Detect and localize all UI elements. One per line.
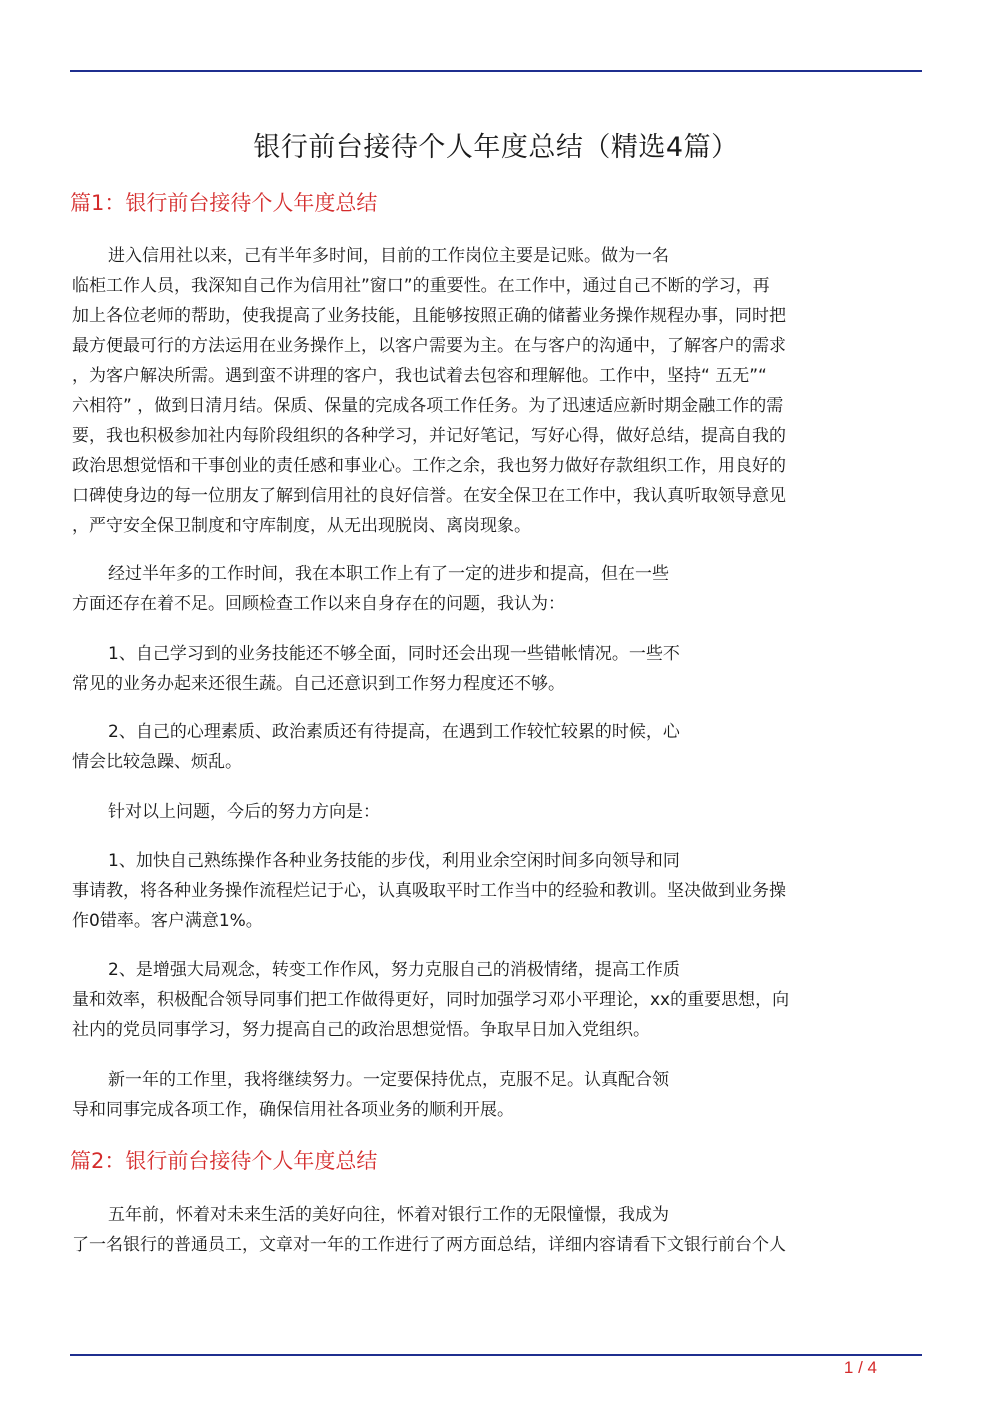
paragraph-line: 1、自己学习到的业务技能还不够全面，同时还会出现一些错帐情况。一些不 (108, 644, 680, 664)
section-heading-2: 篇2：银行前台接待个人年度总结 (70, 1149, 378, 1173)
paragraph-line: ，为客户解决所需。遇到蛮不讲理的客户，我也试着去包容和理解他。工作中，坚持“ 五无”“ (72, 366, 767, 386)
paragraph-line: 政治思想觉悟和干事创业的责任感和事业心。工作之余，我也努力做好存款组织工作，用良好的 (72, 456, 786, 476)
paragraph-line: 加上各位老师的帮助，使我提高了业务技能，且能够按照正确的储蓄业务操作规程办事，同时把 (72, 306, 786, 326)
paragraph-line: 五年前，怀着对未来生活的美好向往，怀着对银行工作的无限憧憬，我成为 (108, 1205, 669, 1225)
paragraph-line: 新一年的工作里，我将继续努力。一定要保持优点，克服不足。认真配合领 (108, 1070, 669, 1090)
paragraph-line: 常见的业务办起来还很生蔬。自己还意识到工作努力程度还不够。 (72, 674, 565, 694)
paragraph (72, 717, 912, 777)
section-heading-1: 篇1：银行前台接待个人年度总结 (70, 191, 378, 215)
paragraph-line: 进入信用社以来，己有半年多时间，目前的工作岗位主要是记账。做为一名 (108, 246, 669, 266)
paragraph-line: 六相符” ，做到日清月结。保质、保量的完成各项工作任务。为了迅速适应新时期金融工作的需 (72, 396, 784, 416)
paragraph (72, 846, 912, 936)
paragraph (72, 1065, 912, 1125)
paragraph-line: 临柜工作人员，我深知自己作为信用社”窗口”的重要性。在工作中，通过自己不断的学习，再 (72, 276, 770, 296)
footer-rule (70, 1354, 922, 1356)
document-title: 银行前台接待个人年度总结（精选4篇） (253, 132, 739, 163)
paragraph-line: 方面还存在着不足。回顾检查工作以来自身存在的问题，我认为： (72, 594, 565, 614)
paragraph (72, 797, 912, 827)
paragraph-line: 事请教，将各种业务操作流程烂记于心，认真吸取平时工作当中的经验和教训。坚决做到业务操 (72, 881, 786, 901)
paragraph-line: 1、加快自己熟练操作各种业务技能的步伐，利用业余空闲时间多向领导和同 (108, 851, 680, 871)
paragraph (72, 241, 912, 541)
paragraph-line: 导和同事完成各项工作，确保信用社各项业务的顺利开展。 (72, 1100, 514, 1120)
paragraph-line: ，严守安全保卫制度和守库制度，从无出现脱岗、离岗现象。 (72, 516, 531, 536)
paragraph (72, 1200, 912, 1260)
paragraph-line: 经过半年多的工作时间，我在本职工作上有了一定的进步和提高，但在一些 (108, 564, 669, 584)
paragraph-line: 口碑使身边的每一位朋友了解到信用社的良好信誉。在安全保卫在工作中，我认真听取领导意见 (72, 486, 786, 506)
paragraph-line: 针对以上问题，今后的努力方向是： (108, 802, 380, 822)
paragraph-line: 了一名银行的普通员工，文章对一年的工作进行了两方面总结，详细内容请看下文银行前台个人 (72, 1235, 786, 1255)
paragraph-line: 情会比较急躁、烦乱。 (72, 752, 242, 772)
paragraph (72, 559, 912, 619)
page-number: 1 / 4 (843, 1358, 877, 1377)
paragraph (72, 639, 912, 699)
paragraph-line: 2、是增强大局观念，转变工作作风，努力克服自己的消极情绪，提高工作质 (108, 960, 680, 980)
paragraph-line: 要，我也积极参加社内每阶段组织的各种学习，并记好笔记，写好心得，做好总结，提高自我的 (72, 426, 786, 446)
paragraph-line: 2、自己的心理素质、政治素质还有待提高，在遇到工作较忙较累的时候，心 (108, 722, 680, 742)
paragraph-line: 量和效率，积极配合领导同事们把工作做得更好，同时加强学习邓小平理论，xx的重要思想，向 (72, 990, 790, 1010)
header-rule (70, 70, 922, 72)
paragraph-line: 最方便最可行的方法运用在业务操作上，以客户需要为主。在与客户的沟通中，了解客户的需求 (72, 336, 786, 356)
paragraph-line: 社内的党员同事学习，努力提高自己的政治思想觉悟。争取早日加入党组织。 (72, 1020, 650, 1040)
paragraph (72, 955, 912, 1045)
paragraph-line: 作0错率。客户满意1%。 (72, 911, 263, 931)
